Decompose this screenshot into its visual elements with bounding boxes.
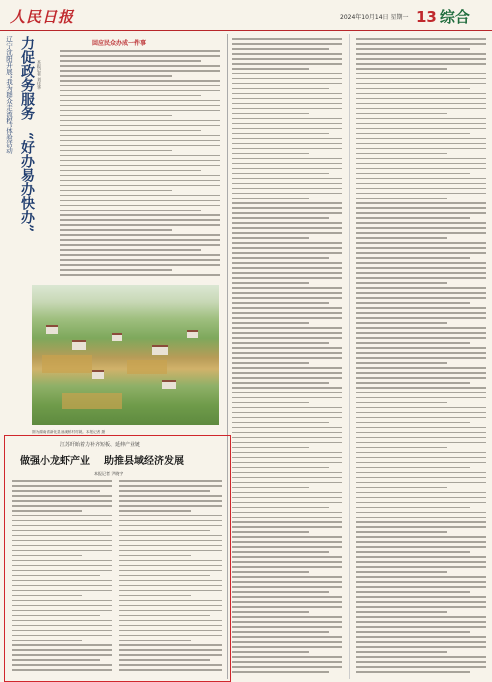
bottom-story-byline: 本报记者 尹晓宇 bbox=[94, 471, 124, 476]
bottom-story-kicker: 江苏旰眙着力补齐短板、延伸产业链 bbox=[60, 442, 141, 448]
village-photo bbox=[32, 285, 219, 425]
page-label bbox=[416, 6, 470, 27]
bottom-story-body-left bbox=[12, 480, 112, 675]
page-number: 13 bbox=[416, 8, 437, 26]
top-story-title-2: “好办易办快办” bbox=[19, 132, 35, 233]
bottom-story-title-2: 助推县域经济发展 bbox=[104, 456, 184, 467]
top-story-title-1: 力促政务服务 bbox=[19, 36, 35, 120]
bottom-story-body-right bbox=[119, 480, 222, 675]
top-story-byline: 本报记者 刘佳华 bbox=[37, 60, 42, 90]
middle-column-text bbox=[232, 38, 342, 678]
section-name: 综合 bbox=[439, 8, 470, 26]
column-divider bbox=[349, 34, 350, 679]
right-column-text bbox=[356, 38, 486, 678]
issue-date: 2024年10月14日 星期一 bbox=[340, 14, 409, 21]
top-story-body bbox=[60, 50, 220, 285]
photo-caption: 图为湖南省新化县油溪桥村村貌。本报记者 摄 bbox=[32, 430, 106, 434]
column-label: 回应民众办成一件事 bbox=[92, 40, 147, 47]
top-story-kicker: 辽宁沈阳开展“我为群众走流程”体验活动 bbox=[5, 36, 13, 154]
bottom-story-title-1: 做强小龙虾产业 bbox=[20, 456, 90, 467]
masthead bbox=[0, 0, 492, 31]
newspaper-logo: 人民日报 bbox=[10, 8, 75, 26]
